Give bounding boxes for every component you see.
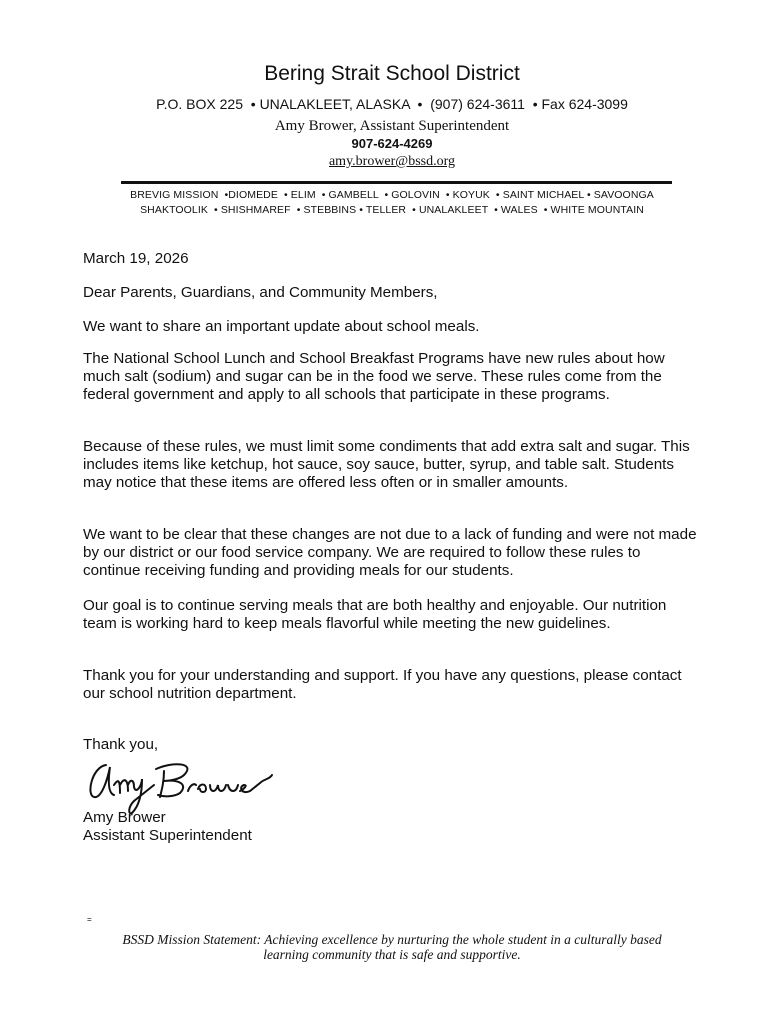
closing: Thank you, [83, 736, 159, 753]
paragraph: We want to share an important update about school meals. [83, 318, 480, 335]
towns-line-1: BREVIG MISSION •DIOMEDE • ELIM • GAMBELL • GOLOVIN • KOYUK • SAINT MICHAEL • SAVOONGA [130, 189, 654, 201]
mission-line-1: BSSD Mission Statement: Achieving excellence by nurturing the whole student in a culturally based [122, 932, 662, 947]
mission-statement [0, 932, 784, 962]
sender-phone: 907-624-4269 [351, 136, 433, 151]
footer-mark: = [87, 915, 92, 924]
header-divider [121, 181, 672, 184]
sender-title: Amy Brower, Assistant Superintendent [274, 118, 510, 134]
letter-date: March 19, 2026 [83, 250, 189, 267]
towns-line-2: SHAKTOOLIK • SHISHMAREF • STEBBINS • TELLER • UNALAKLEET • WALES • WHITE MOUNTAIN [140, 204, 644, 216]
salutation: Dear Parents, Guardians, and Community Members, [83, 284, 438, 301]
sender-email[interactable]: amy.brower@bssd.org [328, 154, 456, 169]
signer-name: Amy Brower [83, 809, 166, 826]
paragraph: Because of these rules, we must limit some condiments that add extra salt and sugar. This includes items like ketchup, hot sauce, soy sauce, butter, syrup, and table salt. Students may notice that these items are offered less often or in smaller amounts. [83, 438, 690, 491]
organization-name: Bering Strait School District [264, 62, 520, 85]
paragraph: Our goal is to continue serving meals that are both healthy and enjoyable. Our nutrition team is working hard to keep meals flavorful while meeting the new guidelines. [83, 597, 667, 632]
signer-title: Assistant Superintendent [83, 827, 252, 844]
paragraph: We want to be clear that these changes are not due to a lack of funding and were not made by our district or our food service company. We are required to follow these rules to continue receiving funding and providing meals for our students. [83, 526, 697, 579]
mission-line-2: learning community that is safe and supportive. [263, 947, 521, 962]
signature-image [84, 755, 284, 815]
paragraph: The National School Lunch and School Breakfast Programs have new rules about how much salt (sodium) and sugar can be in the food we serve. These rules come from the federal government and apply to all schools that participate in these programs. [83, 350, 665, 403]
paragraph: Thank you for your understanding and support. If you have any questions, please contact our school nutrition department. [83, 667, 682, 702]
address-line: P.O. BOX 225 • UNALAKLEET, ALASKA • (907) 624-3611 • Fax 624-3099 [156, 96, 628, 112]
